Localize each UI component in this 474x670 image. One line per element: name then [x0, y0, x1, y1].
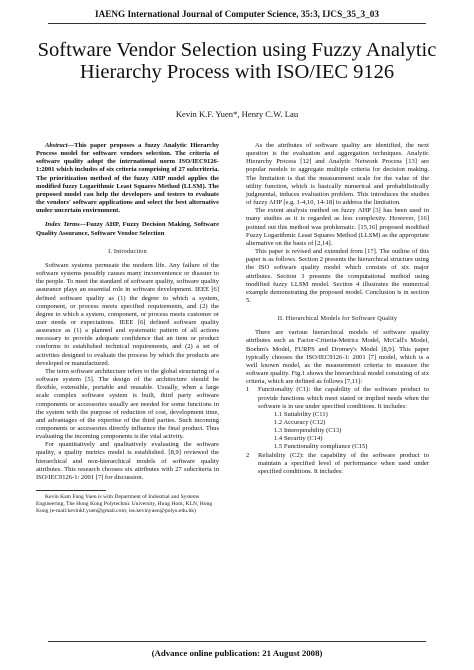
subcriterion: 1.1 Suitability (C11): [274, 410, 328, 418]
intro-paragraph-1: Software systems permeate the modern life. Any failure of the software systems possibly causes many inconvenience or disaster to the people. To meet the standard of software quality, software quality assurance plays an essential role in software development. IEEE [6] defined software quality as (1) the degree to which a system, component, or process meets specified requirements, and (2) the degree to which a system, component, or process meets customer or user needs or expectations. IEEE [6] defined software quality assurance as (1) a planned and systematic pattern of all actions necessary to provide adequate confidence that an item or product conforms to established technical requirements, and (2) a set of activities designed to evaluate the process by which the products are developed or manufactured.: [36, 261, 219, 367]
list-item-text: Functionality (C1): the capability of the software product to provide functions which meet stated or implied needs when the software is in use under specified conditions. It includes:: [258, 386, 429, 410]
abstract-label: Abstract: [45, 142, 68, 149]
footnote-rule: [36, 490, 106, 491]
left-column: [36, 142, 219, 515]
subcriterion: 1.5 Functionality compliance (C15): [274, 443, 368, 451]
right-paragraph-2: The extent analysis method on fuzzy AHP [3] has been used in many studies as it is regarded as less complexity. However, [16] pointed out this method was problematic. [15,16] proposed modified Fuzzy Logarithmic Least Squares Method (LLSM) as the appropriate alternative on the basis of [2,14].: [246, 207, 429, 247]
index-terms-label: Index Terms: [45, 221, 80, 229]
list-item-functionality: [246, 386, 429, 410]
list-number: 2: [246, 451, 250, 459]
section-2-heading: II. Hierarchical Models for Software Quality: [277, 315, 398, 323]
subcriterion: 1.3 Interoperability (C13): [274, 427, 342, 435]
journal-header: IAENG International Journal of Computer Science, 35:3, IJCS_35_3_03: [95, 9, 379, 19]
right-paragraph-3: This paper is revised and extended from [17]. The outline of this paper is as follows. Section 2 presents the hierarchical structure using the ISO software quality model which consists of six major attributes. Section 3 presents the computational method using modified fuzzy LLSM model. Section 4 illustrates the numerical example demonstrating the proposed model. Conclusion is in section 5.: [246, 248, 429, 304]
right-paragraph-1: As the attributes of software quality are identified, the next question is the evaluation and aggregation techniques. Analytic Hierarchy Process [12] and Analytic Network Process [13] are popular models to aggregate multiple criteria for decision making. The limitation is that the measurement scale for the value of the utility function, which is basically numerical and probabilistically judgmental, induces evaluation problem. This introduces the studies of fuzzy AHP [e.g. 1-4,10, 14-18] to address the limitation.: [246, 142, 429, 207]
list-item-text: Reliability (C2): the capability of the software product to maintain a specified level of performance when used under specified conditions. It includes:: [258, 451, 429, 475]
subcriterion: 1.2 Accuracy (C12): [274, 419, 326, 426]
intro-paragraph-3: For quantitatively and qualitatively evaluating the software quality, a quality metrics model is established. [8,9] reviewed the hierarchical and non-hierarchical models of software quality attributes. This research chooses six attributes with 27 subcriteria in ISO/IEC9126-1: 2001 [7] for discussion.: [36, 441, 219, 481]
section-1-heading: I. Introduction: [108, 247, 147, 255]
index-terms: [36, 221, 219, 237]
footer-rule: [48, 641, 426, 642]
authors: Kevin K.F. Yuen*, Henry C.W. Lau: [175, 109, 299, 119]
title-line-2: Hierarchy Process with ISO/IEC 9126: [79, 61, 395, 83]
subcriterion: 1.4 Security (C14): [274, 435, 323, 443]
intro-paragraph-2: The term software architecture refers to the global structuring of a software system [5]. The design of the architecture should be flexible, extensible, portable and reusable. Usually, when a large scale complex software system is built, third party software components or accessories usually are needed for some functions in the system with the purpose of reduction of cost, development time, and advantages of the expertise of the third parties. Such incoming components or accessories directly influence the final product. Thus evaluating the incoming components is the vital activity.: [36, 367, 219, 441]
index-terms-text: —Fuzzy AHP, Fuzzy Decision Making, Software Quality Assurance, Software Vendor Selection: [36, 221, 219, 237]
publication-footer: (Advance online publication: 21 August 2008): [151, 648, 323, 658]
section-2-paragraph: There are various hierarchical models of software quality attributes such as Factor-Criteria-Metrics Model, McCall's Model, Boehm's Model, FURPS and Dromey's Model [8,9]. This paper typically chooses the ISO/IEC9126-1: 2001 [7] model, which is a well known model, as the measurement criteria to measure the software quality. Fig.1 shows the hierarchical model consisting of six criteria, which are defined as follows [7,11]:: [246, 329, 429, 386]
header-rule: [48, 23, 426, 24]
abstract-text: —This paper proposes a fuzzy Analytic Hierarchy Process model for software vendors selection. The criteria of software quality adopt the international norm ISO/IEC9126-1:2001 which includes of six criteria comprising of 27 subcriteria. The prioritization method of the fuzzy AHP model applies the modified fuzzy Logarithmic Least Squares Method (LLSM). The proposed model can help the developers and testers to evaluate the vendors' software applications and select the best alternative under uncertain environment.: [36, 142, 219, 215]
list-number: 1: [246, 386, 250, 394]
abstract: [36, 142, 219, 215]
paper-title: [0, 39, 474, 83]
title-line-1: Software Vendor Selection using Fuzzy Analytic: [37, 39, 437, 61]
right-column: [246, 142, 429, 476]
footnote: Kevin Kam Fung Yuen is with Department of Industrial and Systems Engineering, The Hong Kong Polytechnic University, Hung Hom, KLN, Hong Kong (e-mail:kevinkf.yuen@gmail.com; ise.kevinyuen@polyu.edu.hk): [36, 494, 213, 515]
list-item-reliability: [246, 452, 429, 476]
